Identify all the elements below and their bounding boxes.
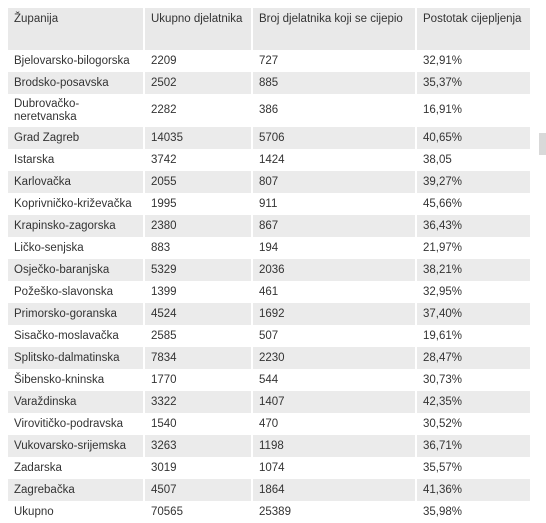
table-row — [8, 435, 530, 457]
cell-total-employees: 2585 — [144, 325, 252, 347]
cell-vaccinated: 1692 — [252, 303, 416, 325]
table-row — [8, 149, 530, 171]
cell-vaccinated: 5706 — [252, 127, 416, 149]
cell-county: Krapinsko-zagorska — [8, 215, 144, 237]
cell-county: Brodsko-posavska — [8, 72, 144, 94]
cell-percentage: 38,05 — [416, 149, 530, 171]
cell-total-employees: 2282 — [144, 94, 252, 127]
header-total-employees: Ukupno djelatnika — [144, 8, 252, 50]
cell-total-employees: 1770 — [144, 369, 252, 391]
cell-percentage: 16,91% — [416, 94, 530, 127]
cell-county: Požeško-slavonska — [8, 281, 144, 303]
cell-percentage: 40,65% — [416, 127, 530, 149]
cell-total-employees: 2055 — [144, 171, 252, 193]
table-row — [8, 479, 530, 501]
cell-percentage: 28,47% — [416, 347, 530, 369]
cell-percentage: 35,57% — [416, 457, 530, 479]
cell-county: Osječko-baranjska — [8, 259, 144, 281]
table-row — [8, 171, 530, 193]
cell-total-employees: 14035 — [144, 127, 252, 149]
cell-vaccinated: 507 — [252, 325, 416, 347]
cell-county: Zadarska — [8, 457, 144, 479]
cell-vaccinated: 1424 — [252, 149, 416, 171]
table-row — [8, 127, 530, 149]
table-row — [8, 94, 530, 127]
cell-county: Splitsko-dalmatinska — [8, 347, 144, 369]
cell-vaccinated: 807 — [252, 171, 416, 193]
cell-total-employees: 7834 — [144, 347, 252, 369]
cell-vaccinated: 885 — [252, 72, 416, 94]
cell-total-employees: 3019 — [144, 457, 252, 479]
cell-total-employees: 1540 — [144, 413, 252, 435]
cell-vaccinated: 1074 — [252, 457, 416, 479]
cell-vaccinated: 911 — [252, 193, 416, 215]
cell-county: Istarska — [8, 149, 144, 171]
cell-county: Karlovačka — [8, 171, 144, 193]
cell-vaccinated: 1407 — [252, 391, 416, 413]
cell-total-employees: 883 — [144, 237, 252, 259]
cell-county: Grad Zagreb — [8, 127, 144, 149]
cell-vaccinated: 1864 — [252, 479, 416, 501]
cell-percentage: 35,37% — [416, 72, 530, 94]
cell-county: Ličko-senjska — [8, 237, 144, 259]
table-row — [8, 237, 530, 259]
table-row — [8, 369, 530, 391]
header-row — [8, 8, 530, 50]
cell-county: Koprivničko-križevačka — [8, 193, 144, 215]
cell-total-employees: 5329 — [144, 259, 252, 281]
table-row — [8, 281, 530, 303]
table-row — [8, 215, 530, 237]
cell-total-employees: 3742 — [144, 149, 252, 171]
cell-total-employees: 3263 — [144, 435, 252, 457]
cell-county: Dubrovačko-neretvanska — [8, 94, 144, 127]
cell-county: Ukupno — [8, 501, 144, 523]
cell-vaccinated: 2230 — [252, 347, 416, 369]
cell-percentage: 41,36% — [416, 479, 530, 501]
cell-total-employees: 2380 — [144, 215, 252, 237]
cell-vaccinated: 2036 — [252, 259, 416, 281]
cell-county: Varaždinska — [8, 391, 144, 413]
cell-percentage: 30,73% — [416, 369, 530, 391]
cell-county: Bjelovarsko-bilogorska — [8, 50, 144, 72]
cell-county: Sisačko-moslavačka — [8, 325, 144, 347]
cell-percentage: 37,40% — [416, 303, 530, 325]
cell-percentage: 30,52% — [416, 413, 530, 435]
cell-total-employees: 2209 — [144, 50, 252, 72]
cell-percentage: 21,97% — [416, 237, 530, 259]
cell-vaccinated: 470 — [252, 413, 416, 435]
table-row — [8, 193, 530, 215]
cell-vaccinated: 25389 — [252, 501, 416, 523]
cell-county: Zagrebačka — [8, 479, 144, 501]
cell-percentage: 35,98% — [416, 501, 530, 523]
header-vaccination-percentage: Postotak cijepljenja — [416, 8, 530, 50]
table-row — [8, 303, 530, 325]
table-row — [8, 413, 530, 435]
cell-percentage: 39,27% — [416, 171, 530, 193]
table-row — [8, 501, 530, 523]
cell-vaccinated: 727 — [252, 50, 416, 72]
header-county: Županija — [8, 8, 144, 50]
table-body — [8, 50, 530, 523]
cell-total-employees: 3322 — [144, 391, 252, 413]
cell-percentage: 38,21% — [416, 259, 530, 281]
table-row — [8, 347, 530, 369]
table-row — [8, 391, 530, 413]
cell-percentage: 32,91% — [416, 50, 530, 72]
table-header — [8, 8, 530, 50]
cell-total-employees: 70565 — [144, 501, 252, 523]
table-row — [8, 50, 530, 72]
cell-county: Šibensko-kninska — [8, 369, 144, 391]
table-row — [8, 72, 530, 94]
cell-percentage: 19,61% — [416, 325, 530, 347]
cell-county: Vukovarsko-srijemska — [8, 435, 144, 457]
cell-percentage: 36,71% — [416, 435, 530, 457]
cell-county: Primorsko-goranska — [8, 303, 144, 325]
cell-vaccinated: 544 — [252, 369, 416, 391]
cell-vaccinated: 461 — [252, 281, 416, 303]
scrollbar-thumb[interactable] — [539, 133, 546, 155]
cell-vaccinated: 1198 — [252, 435, 416, 457]
table-row — [8, 325, 530, 347]
cell-percentage: 36,43% — [416, 215, 530, 237]
cell-total-employees: 1399 — [144, 281, 252, 303]
table-row — [8, 457, 530, 479]
header-vaccinated-employees: Broj djelatnika koji se cijepio — [252, 8, 416, 50]
cell-percentage: 32,95% — [416, 281, 530, 303]
vaccination-table — [8, 8, 530, 523]
cell-total-employees: 4507 — [144, 479, 252, 501]
cell-vaccinated: 867 — [252, 215, 416, 237]
cell-total-employees: 2502 — [144, 72, 252, 94]
table-row — [8, 259, 530, 281]
cell-total-employees: 1995 — [144, 193, 252, 215]
cell-county: Virovitičko-podravska — [8, 413, 144, 435]
cell-vaccinated: 194 — [252, 237, 416, 259]
cell-vaccinated: 386 — [252, 94, 416, 127]
cell-percentage: 42,35% — [416, 391, 530, 413]
cell-total-employees: 4524 — [144, 303, 252, 325]
cell-percentage: 45,66% — [416, 193, 530, 215]
